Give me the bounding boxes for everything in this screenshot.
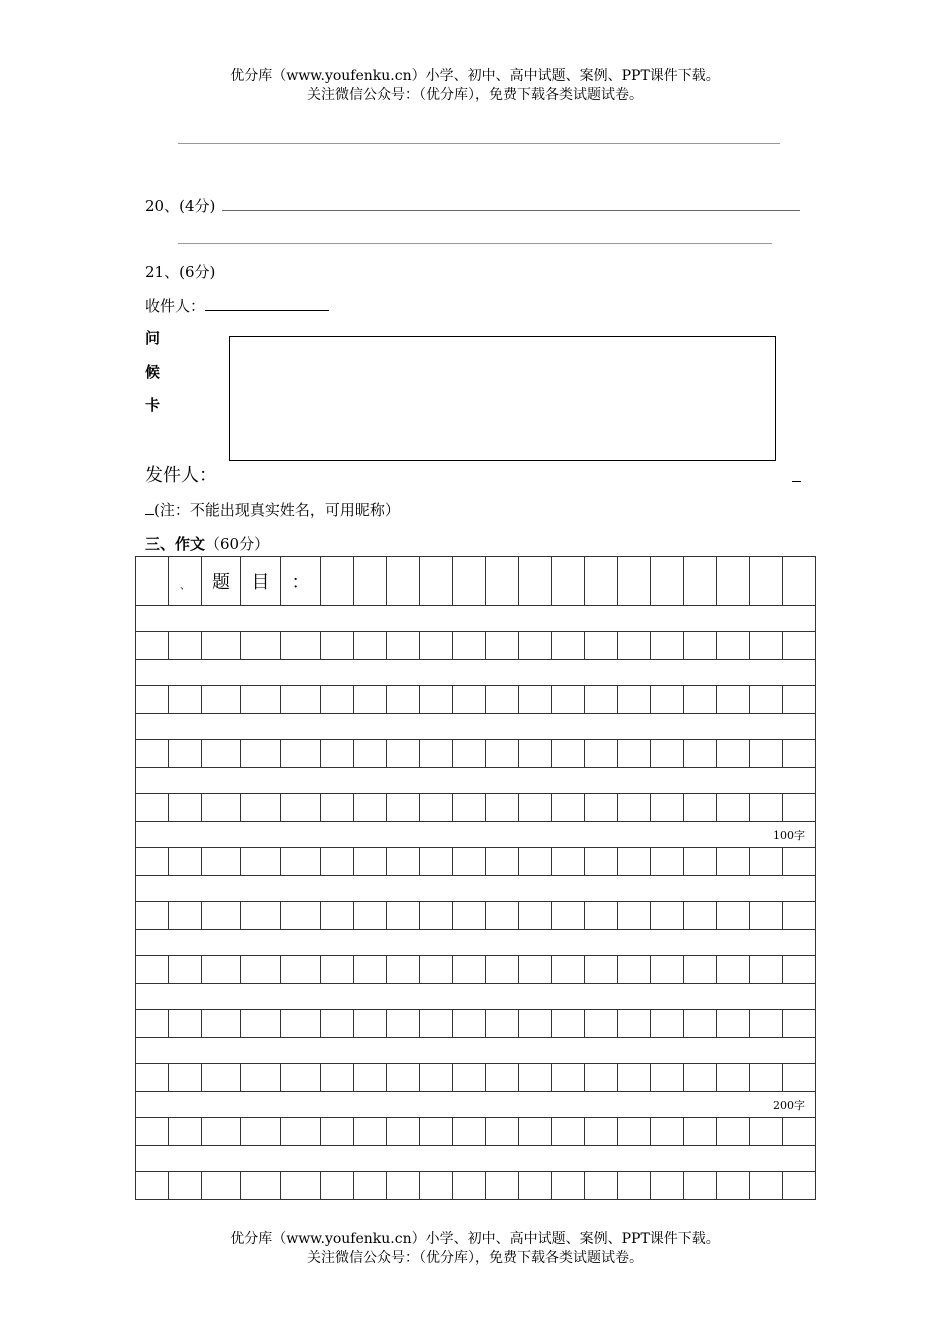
grid-writing-row[interactable] [136,902,816,930]
answer-line [178,143,780,144]
header-line-1: 优分库（www.youfenku.cn）小学、初中、高中试题、案例、PPT课件下载。 [230,68,720,84]
grid-writing-row[interactable] [136,1172,816,1200]
grid-writing-row[interactable] [136,794,816,822]
grid-writing-row[interactable] [136,1118,816,1146]
grid-writing-row[interactable] [136,956,816,984]
question-21-label: 21、(6分) [145,263,216,281]
word-count-marker: 100字 [773,829,805,842]
card-char-3: 卡 [145,396,161,414]
grid-writing-row[interactable] [136,1010,816,1038]
question-20-label: 20、(4分) [145,197,216,215]
grid-spacer-row [136,1146,816,1172]
header-line-2: 关注微信公众号：（优分库），免费下载各类试题试卷。 [307,87,643,103]
grid-spacer-row [136,606,816,632]
sender-label: 发件人： [145,465,217,486]
title-colon: ： [281,557,321,606]
grid-writing-row[interactable] [136,740,816,768]
recipient-row [145,295,329,316]
grid-spacer-row [136,930,816,956]
grid-spacer-row [136,984,816,1010]
card-char-2: 候 [145,363,161,381]
question-20-answer-line-2[interactable] [178,243,772,244]
dun-mark: 、 [180,580,190,592]
sender-blank[interactable] [792,481,801,482]
title-char-ti: 题 [202,557,241,606]
grid-spacer-row [136,1038,816,1064]
name-note [145,499,400,520]
grid-writing-row[interactable] [136,848,816,876]
grid-writing-row[interactable] [136,632,816,660]
grid-spacer-row [136,876,816,902]
question-20-answer-line[interactable] [222,210,800,211]
card-char-1: 问 [145,329,161,347]
grid-spacer-row [136,822,816,848]
footer-line-2: 关注微信公众号：（优分库），免费下载各类试题试卷。 [307,1250,643,1266]
essay-title-row[interactable] [136,557,816,606]
note-text: (注：不能出现真实姓名，可用昵称） [154,501,400,519]
grid-spacer-row [136,1092,816,1118]
greeting-card-box[interactable] [229,336,776,461]
grid-writing-row[interactable] [136,1064,816,1092]
footer-line-1: 优分库（www.youfenku.cn）小学、初中、高中试题、案例、PPT课件下载。 [230,1231,720,1247]
note-underline [145,500,154,515]
essay-grid[interactable] [135,556,816,1200]
question-20 [145,195,215,216]
essay-title: 三、作文 [145,535,206,553]
grid-spacer-row [136,660,816,686]
grid-writing-row[interactable] [136,686,816,714]
recipient-blank[interactable] [205,296,329,311]
grid-spacer-row [136,768,816,794]
essay-points: （60分） [205,535,270,553]
title-char-mu: 目 [241,557,281,606]
grid-spacer-row [136,714,816,740]
essay-heading [145,533,269,554]
word-count-marker: 200字 [773,1099,805,1112]
recipient-label: 收件人： [145,297,206,315]
